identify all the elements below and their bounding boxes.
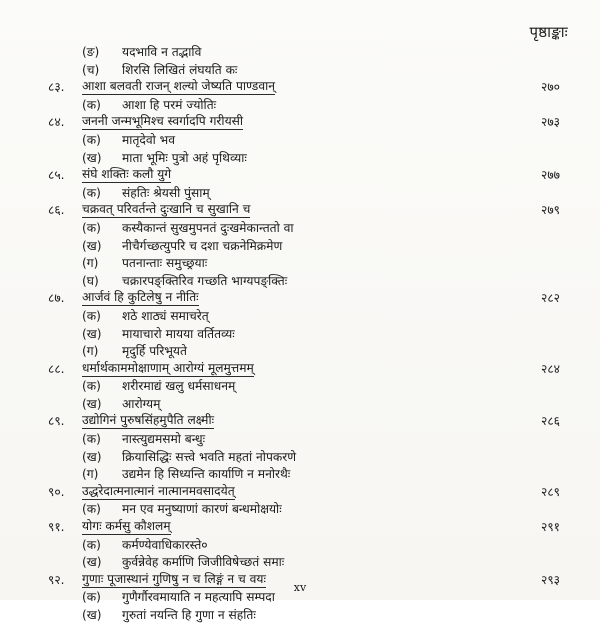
subentry-label: (ख) xyxy=(82,555,102,570)
subentry-title: आशा हि परमं ज्योतिः xyxy=(122,97,217,112)
entry-page-number: २७९ xyxy=(540,203,560,218)
subentry-title: नीचैर्गच्छत्युपरि च दशा चक्रनेमिक्रमेण xyxy=(122,238,283,253)
subentry-title: कर्मण्येवाधिकारस्ते० xyxy=(122,537,208,552)
subentry-title: मायाचारो मायया वर्तितव्यः xyxy=(122,326,235,341)
subentry-title: माता भूमिः पुत्रो अहं पृथिव्याः xyxy=(122,150,247,165)
entry-title: चक्रवत् परिवर्तन्ते दुःखानि च सुखानि च xyxy=(82,202,251,217)
toc-subentry xyxy=(0,396,600,414)
table-of-contents xyxy=(0,44,600,625)
entry-page-number: २८९ xyxy=(540,484,560,499)
toc-subentry xyxy=(0,449,600,467)
toc-subentry xyxy=(0,273,600,291)
page-footer-number: xv xyxy=(293,581,307,594)
subentry-label: (क) xyxy=(82,379,101,394)
subentry-title: मन एव मनुष्याणां कारणं बन्धमोक्षयोः xyxy=(122,502,282,517)
subentry-title: कुर्वन्नेवेह कर्माणि जिजीविषेच्छतं समाः xyxy=(122,555,285,570)
subentry-title: गुणैर्गौरवमायाति न महत्यापि सम्पदा xyxy=(122,590,275,605)
page-number-heading: पृष्ठाङ्काः xyxy=(529,23,568,41)
entry-title: धर्मार्थकाममोक्षाणाम् आरोग्यं मूलमुत्तमम् xyxy=(82,360,254,375)
entry-title: आशा बलवती राजन् शल्यो जेष्यति पाण्डवान् xyxy=(82,79,276,94)
entry-title: संघे शक्तिः कलौ युगे xyxy=(82,167,172,182)
toc-subentry xyxy=(0,466,600,484)
subentry-label: (क) xyxy=(82,220,101,235)
entry-number: ८९. xyxy=(48,414,65,429)
entry-page-number: २७७ xyxy=(540,168,560,183)
subentry-label: (ख) xyxy=(82,396,102,411)
entry-number: ८८. xyxy=(48,361,65,376)
entry-number: ९२. xyxy=(48,572,65,587)
subentry-label: (ख) xyxy=(82,608,102,622)
entry-number: ८३. xyxy=(48,80,65,95)
toc-entry xyxy=(0,361,600,379)
toc-subentry xyxy=(0,607,600,625)
subentry-title: मृदुर्हि परिभूयते xyxy=(122,344,187,359)
subentry-title: कस्यैकान्तं सुखमुपनतं दुःखमेकान्ततो वा xyxy=(122,220,294,235)
subentry-title: मातृदेवो भव xyxy=(122,132,176,147)
toc-subentry xyxy=(0,378,600,396)
entry-page-number: २९३ xyxy=(540,572,560,587)
entry-page-number: २८६ xyxy=(540,414,560,429)
subentry-title: नास्त्युद्यमसमो बन्धुः xyxy=(122,432,206,447)
subentry-label: (घ) xyxy=(82,273,99,288)
entry-number: ८७. xyxy=(48,291,65,306)
subentry-label: (क) xyxy=(82,590,101,605)
toc-subentry xyxy=(0,431,600,449)
toc-subentry xyxy=(0,343,600,361)
subentry-label: (क) xyxy=(82,502,101,517)
toc-entry xyxy=(0,413,600,431)
subentry-label: (च) xyxy=(82,62,100,77)
entry-title: योगः कर्मसु कौशलम् xyxy=(82,519,171,534)
subentry-title: क्रियासिद्धिः सत्त्वे भवति महतां नोपकरणे xyxy=(122,449,297,464)
toc-subentry xyxy=(0,132,600,150)
subentry-label: (क) xyxy=(82,432,101,447)
entry-page-number: २८४ xyxy=(540,361,560,376)
entry-title: उद्योगिनं पुरुषसिंहमुपैति लक्ष्मीः xyxy=(82,413,215,428)
entry-number: ९०. xyxy=(48,484,65,499)
subentry-title: शठे शाठ्यं समाचरेत् xyxy=(122,308,209,323)
subentry-label: (ग) xyxy=(82,256,99,271)
entry-title: आर्जवं हि कुटिलेषु न नीतिः xyxy=(82,290,199,305)
subentry-label: (ङ) xyxy=(82,45,100,59)
subentry-title: शिरसि लिखितं लंघयति कः xyxy=(122,62,238,77)
subentry-title: पतनान्ताः समुच्छ्रयाः xyxy=(122,256,208,271)
subentry-title: गुरुतां नयन्ति हि गुणा न संहतिः xyxy=(122,608,256,622)
subentry-label: (क) xyxy=(82,308,101,323)
entry-number: ८६. xyxy=(48,203,65,218)
subentry-label: (ग) xyxy=(82,344,99,359)
toc-subentry xyxy=(0,150,600,168)
subentry-label: (ख) xyxy=(82,238,102,253)
subentry-label: (ख) xyxy=(82,449,102,464)
toc-entry xyxy=(0,114,600,132)
entry-page-number: २७० xyxy=(540,80,560,95)
entry-number: ८५. xyxy=(48,168,65,183)
subentry-label: (ग) xyxy=(82,467,99,482)
toc-subentry xyxy=(0,44,600,62)
entry-page-number: २८२ xyxy=(540,291,560,306)
toc-subentry xyxy=(0,501,600,519)
entry-title: जननी जन्मभूमिश्च स्वर्गादपि गरीयसी xyxy=(82,114,244,129)
subentry-title: यदभावि न तद्भावि xyxy=(122,45,202,59)
toc-entry xyxy=(0,290,600,308)
subentry-label: (क) xyxy=(82,185,101,200)
entry-page-number: २९१ xyxy=(540,520,560,535)
toc-subentry xyxy=(0,537,600,555)
toc-entry xyxy=(0,484,600,502)
subentry-label: (ख) xyxy=(82,150,102,165)
entry-title: उद्धरेदात्मनात्मानं नात्मानमवसादयेत् xyxy=(82,483,235,498)
subentry-title: आरोग्यम् xyxy=(122,396,161,411)
toc-subentry xyxy=(0,62,600,80)
toc-subentry xyxy=(0,238,600,256)
toc-entry xyxy=(0,79,600,97)
toc-subentry xyxy=(0,255,600,273)
entry-page-number: २७३ xyxy=(540,115,560,130)
toc-subentry xyxy=(0,326,600,344)
toc-subentry xyxy=(0,554,600,572)
entry-title: गुणाः पूजास्थानं गुणिषु न च लिङ्गं न च वयः xyxy=(82,571,266,586)
entry-number: ९१. xyxy=(48,520,65,535)
entry-number: ८४. xyxy=(48,115,65,130)
subentry-title: संहतिः श्रेयसी पुंसाम् xyxy=(122,185,210,200)
toc-entry xyxy=(0,202,600,220)
toc-subentry xyxy=(0,185,600,203)
subentry-label: (क) xyxy=(82,132,101,147)
subentry-label: (क) xyxy=(82,537,101,552)
toc-subentry xyxy=(0,97,600,115)
subentry-title: चक्रारपङ्क्तिरिव गच्छति भाग्यपङ्क्तिः xyxy=(122,273,288,288)
toc-subentry xyxy=(0,308,600,326)
subentry-label: (ख) xyxy=(82,326,102,341)
toc-entry xyxy=(0,519,600,537)
toc-entry xyxy=(0,167,600,185)
toc-subentry xyxy=(0,220,600,238)
subentry-label: (क) xyxy=(82,97,101,112)
subentry-title: शरीरमाद्यं खलु धर्मसाधनम् xyxy=(122,379,236,394)
subentry-title: उद्यमेन हि सिध्यन्ति कार्याणि न मनोरथैः xyxy=(122,467,291,482)
